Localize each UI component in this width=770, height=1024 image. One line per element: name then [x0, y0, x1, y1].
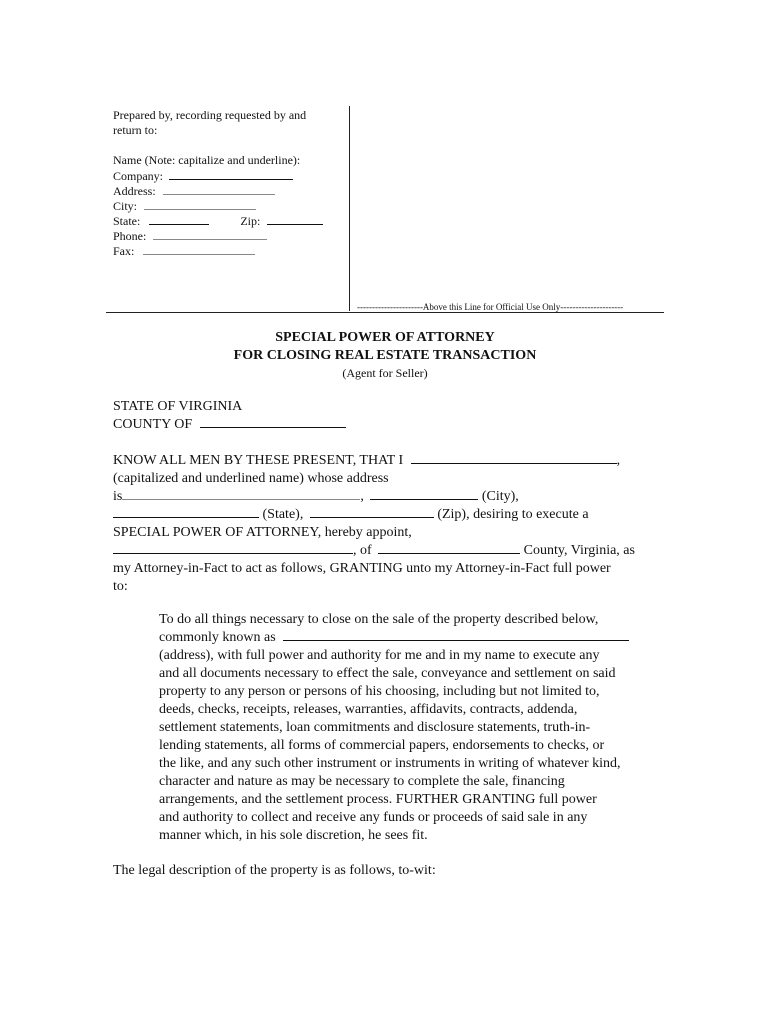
state-field[interactable]	[149, 213, 209, 225]
city-label: City:	[113, 199, 138, 213]
powers-line	[159, 629, 629, 647]
grantor-line-5: SPECIAL POWER OF ATTORNEY, hereby appoint,	[113, 525, 412, 540]
grantor-line-2: (capitalized and underlined name) whose address	[113, 471, 389, 486]
company-field[interactable]	[169, 168, 293, 180]
grantor-line-6	[113, 542, 635, 560]
header-vertical-divider	[349, 106, 350, 311]
city-row	[113, 198, 349, 213]
document-role: (Agent for Seller)	[342, 366, 428, 380]
county-virginia-text: County, Virginia, as	[523, 543, 635, 558]
attorney-name-field[interactable]	[113, 542, 353, 554]
powers-line: and authority to collect and receive any funds or proceeds of said sale in any	[159, 810, 588, 825]
fax-row	[113, 243, 349, 258]
prepared-by-line2: return to:	[113, 123, 158, 137]
powers-line: arrangements, and the settlement process. FURTHER GRANTING full power	[159, 792, 597, 807]
company-row	[113, 168, 349, 183]
powers-line: lending statements, all forms of commercial papers, endorsements to checks, or	[159, 738, 605, 753]
powers-line: character and nature as may be necessary to complete the sale, financing	[159, 774, 565, 789]
fax-field[interactable]	[143, 243, 255, 255]
zip-field[interactable]	[267, 213, 323, 225]
street-address-field[interactable]	[122, 488, 360, 500]
document-title: SPECIAL POWER OF ATTORNEY	[275, 330, 495, 345]
powers-line: deeds, checks, receipts, releases, warranties, affidavits, contracts, addenda,	[159, 702, 578, 717]
city-name-field[interactable]	[370, 488, 478, 500]
state-label: State:	[113, 214, 141, 228]
grantor-paragraph	[113, 452, 635, 596]
address-label: Address:	[113, 184, 156, 198]
address-row	[113, 183, 349, 198]
commonly-known-text: commonly known as	[159, 630, 276, 645]
official-use-line: ----------------------Above this Line for Official Use Only---------------------	[357, 302, 624, 312]
county-label: COUNTY OF	[113, 417, 193, 432]
grantor-name-field[interactable]	[411, 452, 617, 464]
powers-line: and all documents necessary to effect the sale, conveyance and settlement on said	[159, 666, 616, 681]
state-zip-row	[113, 213, 349, 228]
property-address-field[interactable]	[283, 629, 629, 641]
grantor-line-1	[113, 452, 635, 470]
powers-line: settlement statements, loan commitments and disclosure statements, truth-in-	[159, 720, 591, 735]
address-comma: ,	[360, 489, 364, 504]
city-text: (City),	[481, 489, 519, 504]
zip-text: (Zip), desiring to execute a	[437, 507, 589, 522]
legal-description-line: The legal description of the property is as follows, to-wit:	[113, 863, 436, 878]
grantor-intro-text: KNOW ALL MEN BY THESE PRESENT, THAT I	[113, 453, 404, 468]
phone-field[interactable]	[153, 228, 267, 240]
county-of-line	[113, 416, 346, 434]
of-text: , of	[353, 543, 372, 558]
is-text: is	[113, 489, 123, 504]
company-label: Company:	[113, 169, 163, 183]
grantor-line-3	[113, 488, 635, 506]
powers-line: property to any person or persons of his choosing, including but not limited to,	[159, 684, 600, 699]
name-label: Name (Note: capitalize and underline):	[113, 153, 301, 167]
state-of-line: STATE OF VIRGINIA	[113, 399, 243, 414]
return-to-block	[113, 108, 349, 258]
state-name-field[interactable]	[113, 506, 259, 518]
attorney-county-field[interactable]	[378, 542, 520, 554]
fax-label: Fax:	[113, 244, 135, 258]
header-horizontal-divider	[106, 312, 664, 313]
zip-label: Zip:	[240, 214, 261, 228]
grantor-comma: ,	[616, 453, 621, 468]
phone-label: Phone:	[113, 229, 147, 243]
grantor-line-7: my Attorney-in-Fact to act as follows, GRANTING unto my Attorney-in-Fact full power	[113, 561, 611, 576]
state-text: (State),	[262, 507, 304, 522]
grantor-line-4	[113, 506, 635, 524]
county-field[interactable]	[200, 416, 346, 428]
prepared-by-line1: Prepared by, recording requested by and	[113, 108, 307, 122]
phone-row	[113, 228, 349, 243]
grantor-line-8: to:	[113, 579, 128, 594]
zip-code-field[interactable]	[310, 506, 434, 518]
venue-block	[113, 398, 346, 434]
city-field[interactable]	[144, 198, 256, 210]
powers-paragraph	[159, 611, 629, 845]
powers-line: To do all things necessary to close on the sale of the property described below,	[159, 612, 599, 627]
powers-line: (address), with full power and authority for me and in my name to execute any	[159, 648, 600, 663]
document-subtitle: FOR CLOSING REAL ESTATE TRANSACTION	[233, 348, 537, 363]
powers-line: the like, and any such other instrument or instruments in writing of whatever kind,	[159, 756, 621, 771]
powers-line: manner which, in his sole discretion, he sees fit.	[159, 828, 428, 843]
address-field[interactable]	[163, 183, 275, 195]
